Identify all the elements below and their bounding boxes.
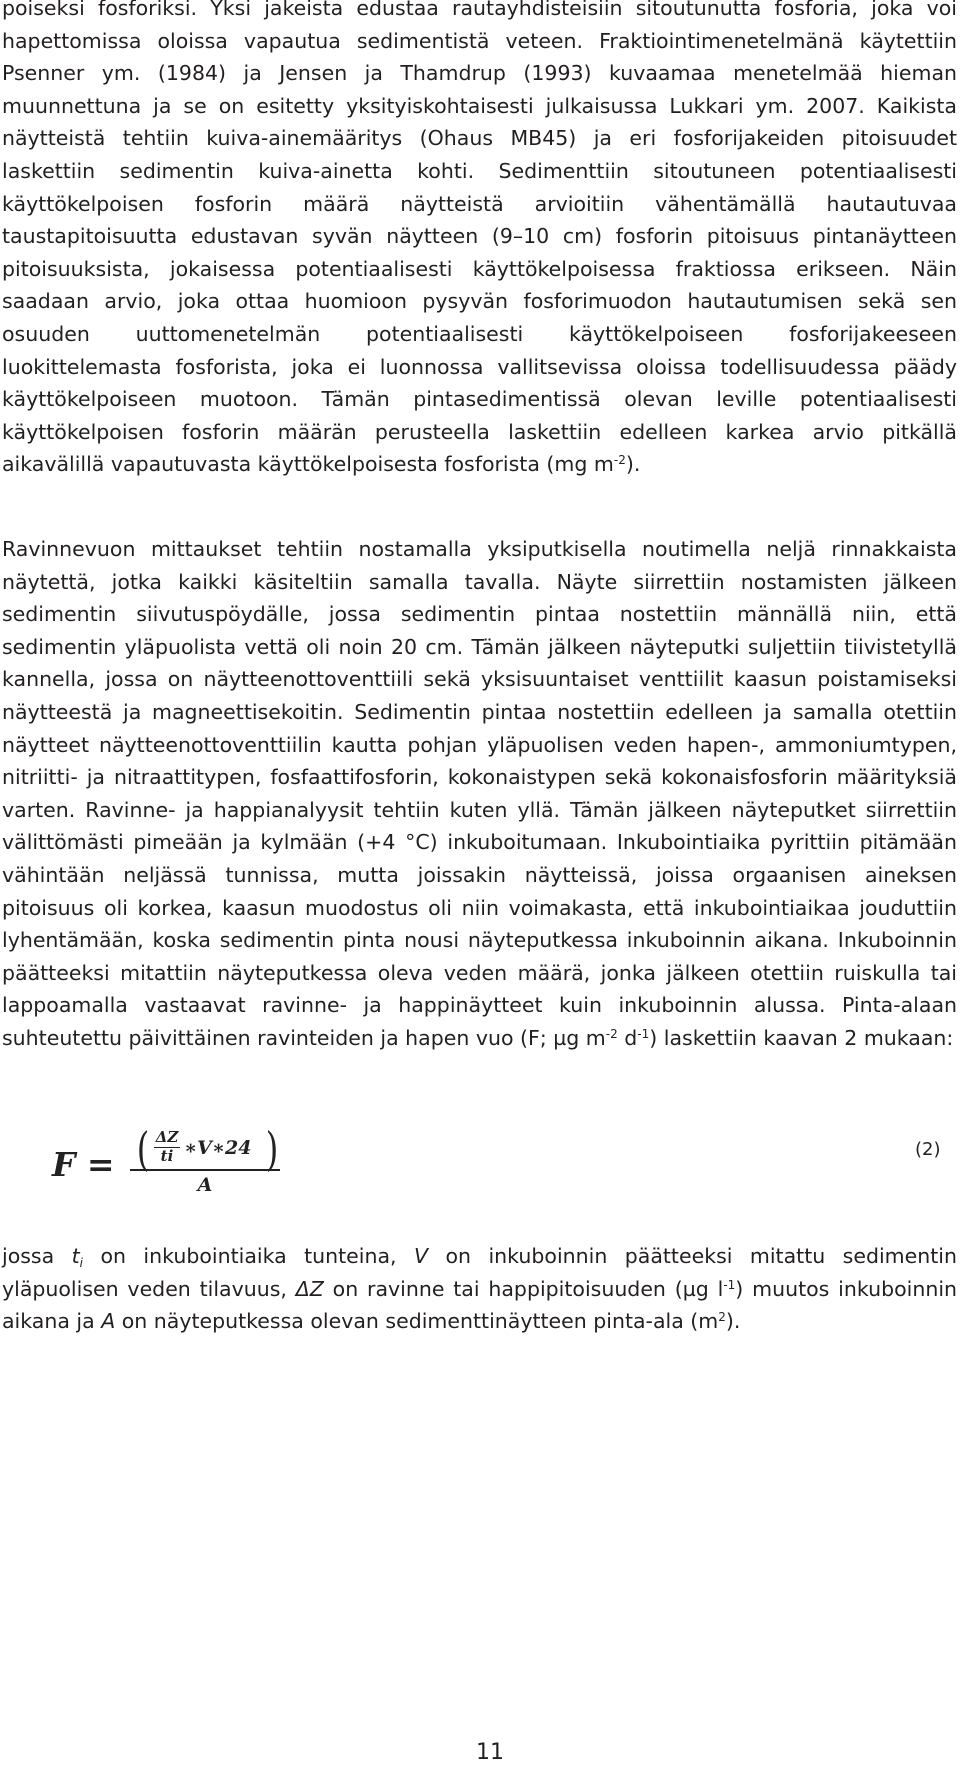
equation-ti: ti <box>160 1147 174 1165</box>
variables-text: on ravinne tai happipitoisuuden (µg l <box>323 1276 724 1301</box>
paragraph-equation-variables <box>2 1240 957 1338</box>
equation-area: A <box>197 1174 213 1196</box>
unit-exponent-m: -2 <box>605 1026 618 1041</box>
variable-v: V <box>414 1244 429 1268</box>
flux-equation <box>50 1122 279 1206</box>
equation-main-fraction-bar <box>130 1169 280 1171</box>
equation-close-paren: ) <box>265 1122 279 1176</box>
variable-delta-z: ΔZ <box>295 1276 324 1301</box>
variable-a: A <box>101 1309 116 1334</box>
unit-exponent-l: -1 <box>723 1277 736 1292</box>
variable-t-subscript: i <box>79 1256 83 1270</box>
unit-day: d <box>617 1025 638 1050</box>
paragraph-nutrient-flux-measurement <box>2 533 957 1055</box>
variables-text: on inkuboinnin päätteeksi mitattu sedimentin yläpuolisen veden tilavuus, <box>2 1244 957 1301</box>
variables-text: jossa <box>2 1244 72 1268</box>
unit-exponent-m2: 2 <box>718 1310 726 1325</box>
paragraph1-text: poiseksi fosforiksi. Yksi jakeista edustaa rautayhdisteisiin sitoutunutta fosforia, joka voi hapettomissa oloissa vapautua sedimentistä veteen. Fraktiointimenetelmänä käytettiin Psenner ym. (1984) ja Jensen ja Thamdrup (1993) kuvaamaa menetelmää hieman muunnettuna ja se on esitetty yksityiskohtaisesti julkaisussa Lukkari ym. 2007. Kaikista näytteistä tehtiin kuiva-ainemääritys (Ohaus MB45) ja eri fosforijakeiden pitoisuudet laskettiin sedimentin kuiva-ainetta kohti. Sedimenttiin sitoutuneen potentiaalisesti käyttökelpoisen fosforin määrä näytteistä arvioitiin vähentämällä hautautuvaa taustapitoisuutta edustavan syvän näytteen (9–10 cm) fosforin pitoisuus pintanäytteen pitoisuuksista, jokaisessa potentiaalisesti käyttökelpoisessa fraktiossa erikseen. Näin saadaan arvio, joka ottaa huomioon pysyvän fosforimuodon hautautumisen sekä sen osuuden uuttomenetelmän potentiaalisesti käyttökelpoiseen fosforijakeeseen luokittelemasta fosforista, joka ei luonnossa vallitsevissa oloissa todellisuudessa päädy käyttökelpoiseen muotoon. Tämän pintasedimentissä olevan leville potentiaalisesti käyttökelpoisen fosforin määrän perusteella laskettiin edelleen karkea arvio pitkällä aikavälillä vapautuvasta käyttökelpoisesta fosforista (mg m <box>2 0 957 477</box>
paragraph-phosphorus-fractionation <box>2 0 957 481</box>
paragraph2-end: ) laskettiin kaavan 2 mukaan: <box>649 1025 954 1050</box>
equation-delta-z: ΔZ <box>155 1128 179 1146</box>
variables-text: on näyteputkessa olevan sedimenttinäytteen pinta-ala (m <box>115 1309 719 1334</box>
equation-open-paren: ( <box>136 1122 150 1176</box>
page-number: 11 <box>476 1740 504 1765</box>
variables-text: ) muutos inkuboinnin aikana ja <box>2 1276 958 1334</box>
equation-fraction <box>116 1122 279 1206</box>
variable-t: t <box>71 1244 80 1268</box>
unit-exponent: -2 <box>613 453 626 468</box>
equation-number: (2) <box>915 1139 941 1160</box>
paragraph2-text: Ravinnevuon mittaukset tehtiin nostamalla yksiputkisella noutimella neljä rinnakkaista näytettä, jotka kaikki käsiteltiin samalla tavalla. Näyte siirrettiin nostamisten jälkeen sedimentin siivutuspöydälle, jossa sedimentin pintaa nostettiin männällä niin, että sedimentin yläpuolista vettä oli noin 20 cm. Tämän jälkeen näyteputki suljettiin tiivistetyllä kannella, jossa on näytteenottoventtiili sekä yksisuuntaiset venttiilit kaasun poistamiseksi näytteestä ja magneettisekoitin. Sedimentin pintaa nostettiin edelleen ja samalla otettiin näytteet näytteenottoventtiilin kautta pohjan yläpuolisen veden hapen-, ammoniumtypen, nitriitti- ja nitraattitypen, fosfaattifosforin, kokonaistypen sekä kokonaisfosforin määrityksiä varten. Ravinne- ja happianalyysit tehtiin kuten yllä. Tämän jälkeen näyteputket siirrettiin välittömästi pimeään ja kylmään (+4 °C) inkuboitumaan. Inkubointiaika pyrittiin pitämään vähintään neljässä tunnissa, mutta joissakin näytteissä, joissa orgaanisen aineksen pitoisuus oli korkea, kaasun muodostus oli niin voimakasta, että inkubointiaikaa jouduttiin lyhentämään, koska sedimentin pinta nousi näyteputkessa inkuboinnin aikana. Inkuboinnin päätteeksi mitattiin näyteputkessa oleva veden määrä, jonka jälkeen otettiin ruiskulla tai lappoamalla vastaavat ravinne- ja happinäytteet kuin inkuboinnin alussa. Pinta-alaan suhteutettu päivittäinen ravinteiden ja hapen vuo (F; µg m <box>2 537 957 1050</box>
equation-lhs: F = <box>52 1145 115 1184</box>
variables-text: on inkubointiaika tunteina, <box>83 1244 414 1268</box>
variables-text: ). <box>725 1309 741 1334</box>
paragraph1-end: ). <box>625 452 641 477</box>
equation-multiplier: ∗V∗24 <box>184 1137 252 1159</box>
unit-exponent-d: -1 <box>637 1026 650 1041</box>
